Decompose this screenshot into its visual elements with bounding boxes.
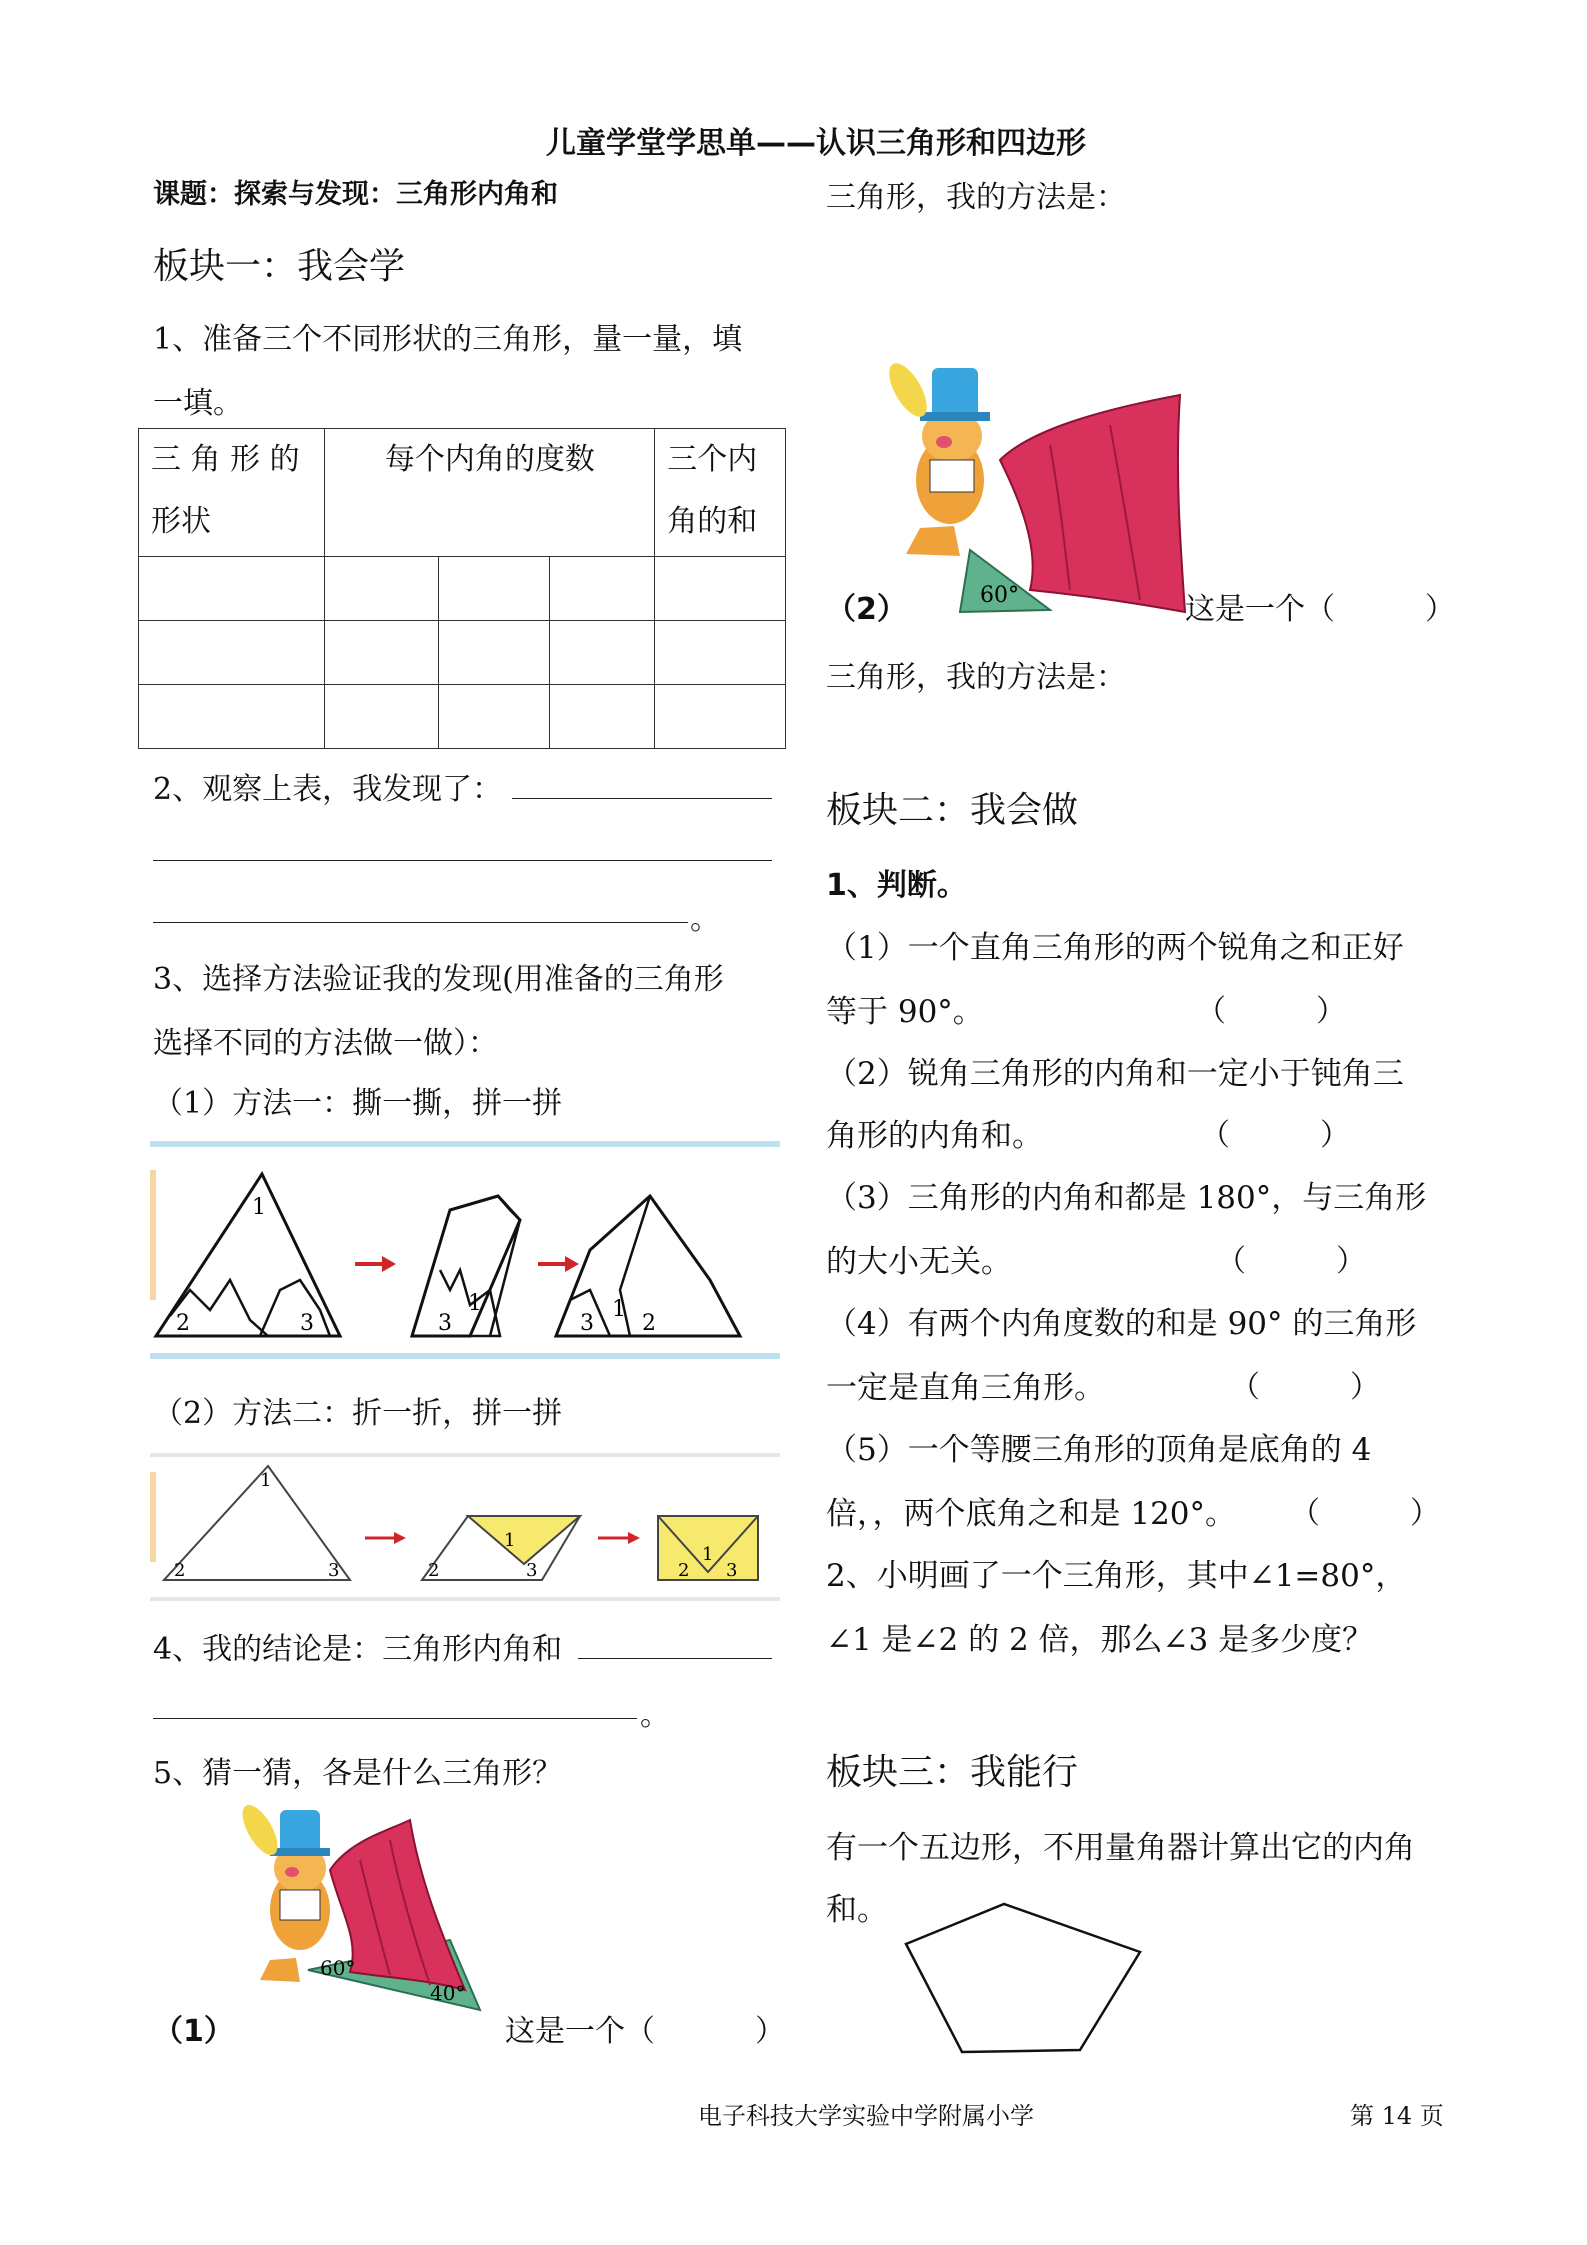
table-cell[interactable] <box>325 557 439 621</box>
judge-4-answer-bracket[interactable]: （ ） <box>1230 1370 1380 1405</box>
table-cell[interactable] <box>655 621 786 685</box>
judge-1-line2: 等于 90°。 <box>826 994 984 1030</box>
fig1-label-3: 3 <box>300 1311 314 1336</box>
judge-4-line1: （4）有两个内角度数的和是 90° 的三角形 <box>826 1306 1417 1342</box>
section-heading-1: 板块一：我会学 <box>153 246 406 287</box>
pentagon-shape <box>900 1900 1150 2060</box>
rabbit-magician-illustration-2 <box>890 350 1190 615</box>
table-cell[interactable] <box>549 685 655 749</box>
svg-text:3: 3 <box>726 1560 738 1581</box>
table-header-shape-l1: 三 角 形 的 <box>151 442 300 477</box>
method-prompt-a: 三角形，我的方法是： <box>826 180 1126 215</box>
svg-text:2: 2 <box>642 1311 656 1336</box>
svg-text:2: 2 <box>678 1560 690 1581</box>
fig1-label-2: 2 <box>176 1311 190 1336</box>
svg-text:1: 1 <box>612 1297 626 1322</box>
angle-40-label: 40° <box>430 1981 466 2005</box>
picture-1-bracket-close: ） <box>755 2014 785 2049</box>
svg-text:1: 1 <box>702 1544 714 1565</box>
method-prompt-b: 三角形，我的方法是： <box>826 660 1126 695</box>
table-cell[interactable] <box>549 557 655 621</box>
table-cell[interactable] <box>655 557 786 621</box>
answer-line[interactable] <box>578 1658 772 1659</box>
answer-line[interactable] <box>153 860 772 861</box>
period-mark: 。 <box>690 902 720 937</box>
question-r2-line2: ∠1 是∠2 的 2 倍，那么∠3 是多少度？ <box>826 1622 1374 1658</box>
angle-60-label: 60° <box>320 1956 356 1980</box>
question-4: 4、我的结论是：三角形内角和 <box>153 1632 563 1667</box>
question-2: 2、观察上表，我发现了： <box>153 772 503 807</box>
judge-3-line1: （3）三角形的内角和都是 180°，与三角形 <box>826 1180 1427 1216</box>
svg-text:1: 1 <box>468 1291 482 1316</box>
section-heading-3: 板块三：我能行 <box>826 1752 1079 1793</box>
question-5: 5、猜一猜，各是什么三角形？ <box>153 1756 563 1791</box>
section-heading-2: 板块二：我会做 <box>826 790 1079 831</box>
table-cell[interactable] <box>439 621 550 685</box>
picture-2-question: 这是一个（ <box>1185 592 1335 627</box>
table-cell[interactable] <box>325 685 439 749</box>
judge-heading: 1、判断。 <box>826 868 967 903</box>
judge-2-line2: 角形的内角和。 <box>826 1118 1043 1154</box>
question-r2-line1: 2、小明画了一个三角形，其中∠1=80°， <box>826 1558 1407 1594</box>
method-1-label: （1）方法一：撕一撕，拼一拼 <box>153 1086 563 1121</box>
table-row <box>139 621 786 685</box>
table-cell[interactable] <box>139 621 325 685</box>
judge-3-answer-bracket[interactable]: （ ） <box>1216 1244 1366 1279</box>
question-1-line1: 1、准备三个不同形状的三角形，量一量，填 <box>153 322 743 357</box>
judge-4-line2: 一定是直角三角形。 <box>826 1370 1105 1406</box>
svg-text:3: 3 <box>580 1311 594 1336</box>
question-3-line1: 3、选择方法验证我的发现(用准备的三角形 <box>153 962 724 997</box>
judge-5-line2: 倍，，两个底角之和是 120°。 <box>826 1496 1237 1532</box>
rabbit-magician-illustration <box>240 1790 510 2020</box>
fold-and-join-figure <box>150 1452 780 1602</box>
picture-1-question: 这是一个（ <box>505 2014 655 2049</box>
table-header-sum-l1: 三个内 <box>667 442 758 477</box>
picture-1-number: （1） <box>153 2014 234 2049</box>
table-header-sum-l2: 角的和 <box>667 504 758 539</box>
judge-1-line1: （1）一个直角三角形的两个锐角之和正好 <box>826 930 1404 966</box>
period-mark: 。 <box>640 1698 670 1733</box>
fig1-label-1: 1 <box>252 1195 266 1220</box>
svg-text:1: 1 <box>260 1470 272 1491</box>
question-3-line2: 选择不同的方法做一做）： <box>153 1026 498 1061</box>
table-header-sum <box>655 429 786 557</box>
judge-1-answer-bracket[interactable]: （ ） <box>1196 994 1346 1029</box>
svg-text:2: 2 <box>174 1560 186 1581</box>
table-header-angles <box>325 429 655 557</box>
table-row <box>139 685 786 749</box>
judge-2-answer-bracket[interactable]: （ ） <box>1200 1118 1350 1153</box>
svg-text:3: 3 <box>328 1560 340 1581</box>
svg-text:1: 1 <box>504 1530 516 1551</box>
table-row <box>139 557 786 621</box>
footer-school: 电子科技大学实验中学附属小学 <box>698 2102 1034 2130</box>
svg-text:2: 2 <box>428 1560 440 1581</box>
table-header-shape <box>139 429 325 557</box>
judge-2-line1: （2）锐角三角形的内角和一定小于钝角三 <box>826 1056 1404 1092</box>
svg-text:3: 3 <box>526 1560 538 1581</box>
table-header-shape-l2: 形状 <box>151 504 211 539</box>
section-3-line1: 有一个五边形，不用量角器计算出它的内角 <box>826 1830 1415 1866</box>
answer-line[interactable] <box>512 798 772 799</box>
table-cell[interactable] <box>325 621 439 685</box>
table-cell[interactable] <box>655 685 786 749</box>
angle-measure-table <box>138 428 786 749</box>
judge-5-line1: （5）一个等腰三角形的顶角是底角的 4 <box>826 1432 1372 1468</box>
table-cell[interactable] <box>549 621 655 685</box>
picture-2-bracket-close: ） <box>1425 592 1455 627</box>
footer-page-number: 第 14 页 <box>1350 2102 1444 2130</box>
judge-3-line2: 的大小无关。 <box>826 1244 1012 1280</box>
answer-line[interactable] <box>153 1718 637 1719</box>
table-cell[interactable] <box>139 685 325 749</box>
judge-5-answer-bracket[interactable]: （ ） <box>1290 1496 1440 1531</box>
picture-2-number: （2） <box>826 592 907 627</box>
table-cell[interactable] <box>439 685 550 749</box>
svg-text:60°: 60° <box>980 583 1019 608</box>
svg-text:3: 3 <box>438 1311 452 1336</box>
lesson-topic: 课题：探索与发现：三角形内角和 <box>153 179 558 210</box>
table-header-angles-text: 每个内角的度数 <box>384 442 595 477</box>
method-2-label: （2）方法二：折一折，拼一拼 <box>153 1396 563 1431</box>
page-title: 儿童学堂学思单——认识三角形和四边形 <box>546 126 1086 161</box>
question-1-line2: 一填。 <box>153 386 243 421</box>
answer-line[interactable] <box>153 922 688 923</box>
table-cell[interactable] <box>439 557 550 621</box>
tear-and-join-figure <box>150 1140 780 1360</box>
section-3-line2: 和。 <box>826 1892 888 1928</box>
table-cell[interactable] <box>139 557 325 621</box>
